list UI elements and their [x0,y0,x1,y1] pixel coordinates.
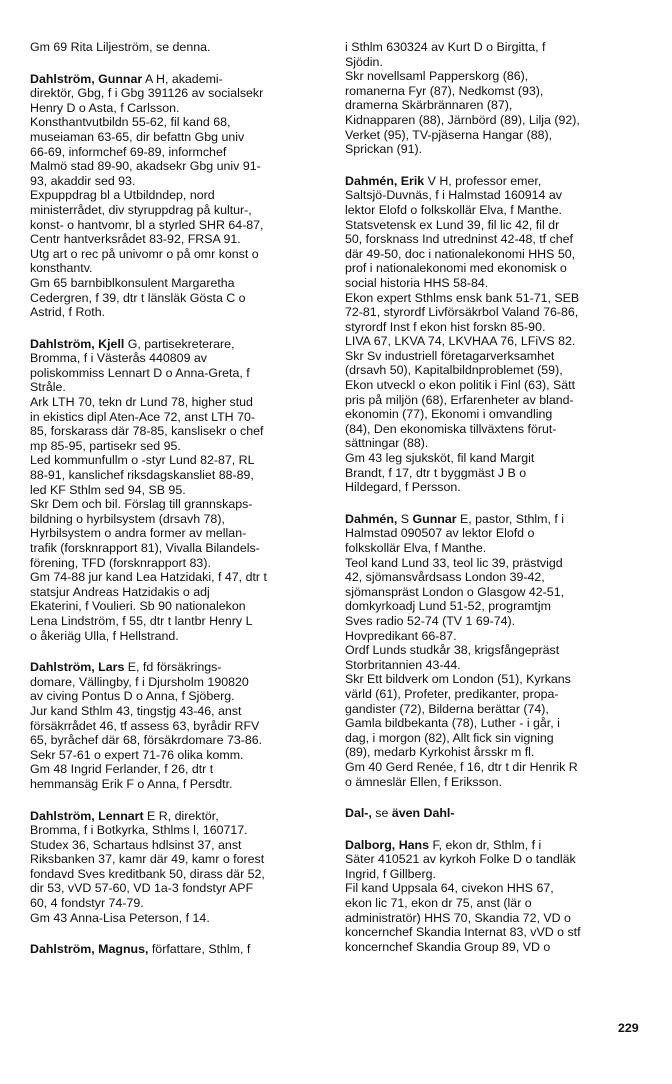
entry-line [345,69,641,84]
entry-line [345,658,641,673]
entry-line [345,731,641,746]
entry-line [345,393,641,408]
entry-headword: Dahlström, Lennart [30,808,144,823]
entry-line [345,334,641,349]
entry-line [30,823,326,838]
entry-line [345,232,641,247]
entry-line [30,570,326,585]
entry-line [30,585,326,600]
entry-text: försäkrrådet 46, tf assess 63, byrådir RFV [30,718,260,733]
entry-line [345,436,641,451]
entry-text: Sjödin. [345,54,383,69]
entry-text: Hildegard, f Persson. [345,480,461,495]
entry-line [345,320,641,335]
entry-text: E, fd försäkrings- [124,660,222,675]
biography-entry [345,512,641,789]
entry-line [30,867,326,882]
entry-text: Konsthantvutbildn 55-62, fil kand 68, [30,115,231,130]
entry-line [345,55,641,70]
entry-text: A H, akademi- [142,71,223,86]
entry-text: gandister (72), Bilderna berättar (74), [345,701,549,716]
entry-line [30,72,326,87]
entry-line [30,556,326,571]
entry-line [345,775,641,790]
entry-headword: Gunnar [412,511,457,526]
entry-line [30,395,326,410]
entry-text: förening, TFD (forsknrapport 83). [30,555,211,570]
entry-line [30,115,326,130]
entry-text: 85, forskarass där 78-85, kanslisekr o chef [30,424,264,439]
biography-entry [30,72,326,320]
entry-line [345,806,641,821]
entry-line [30,762,326,777]
entry-line [30,704,326,719]
entry-text: Saltsjö-Duvnäs, f i Halmstad 160914 av [345,188,562,203]
entry-text: Malmö stad 89-90, akadsekr Gbg univ 91- [30,159,261,174]
entry-text: 72-81, styrordf Livförsäkrbol Valand 76-86, [345,305,579,320]
entry-line [345,925,641,940]
entry-line [345,556,641,571]
entry-line [30,675,326,690]
entry-text: E, pastor, Sthlm, f i [456,511,564,526]
entry-headword: Dahlström, Magnus, [30,942,149,957]
entry-text: Gm 40 Gerd Renée, f 16, dtr t dir Henrik R [345,759,578,774]
entry-text: Brandt, f 17, dtr t byggmäst J B o [345,465,527,480]
entry-text: värld (61), Profeter, predikanter, propa- [345,686,559,701]
entry-line [30,232,326,247]
entry-line [345,541,641,556]
entry-text: Verket (95), TV-pjäserna Hangar (88), [345,127,553,142]
entry-text: författare, Sthlm, f [148,942,251,957]
entry-line [30,86,326,101]
entry-text: 93, akaddir sed 93. [30,173,136,188]
entry-line [345,218,641,233]
entry-line [345,40,641,55]
entry-text: direktör, Gbg, f i Gbg 391126 av socialsekr [30,86,264,101]
entry-line [30,881,326,896]
entry-text: Bromma, f i Västerås 440809 av [30,351,207,366]
entry-text: Skr Ett bildverk om London (51), Kyrkans [345,672,571,687]
entry-line [30,145,326,160]
entry-line [345,852,641,867]
entry-text: poliskommiss Lennart D o Anna-Greta, f [30,365,250,380]
entry-text: Gamla bildbekanta (78), Luther - i går, i [345,716,560,731]
page-number: 229 [618,1021,639,1035]
entry-text: Studex 36, Schartaus hdlsinst 37, anst [30,837,242,852]
entry-line [30,101,326,116]
entry-text: prof i nationalekonomi med ekonomisk o [345,261,567,276]
entry-line [345,276,641,291]
entry-line [30,689,326,704]
entry-text: administratör) HHS 70, Skandia 72, VD o [345,910,571,925]
entry-text: 66-69, informchef 69-89, informchef [30,144,227,159]
entry-text: Cedergren, f 39, dtr t länsläk Gösta C o [30,290,246,305]
entry-text: pris på miljön (68), Erfarenheter av bland- [345,392,574,407]
entry-text: Fil kand Uppsala 64, civekon HHS 67, [345,881,554,896]
entry-line [345,745,641,760]
entry-text: 42, sjömansvårdsass London 39-42, [345,570,545,585]
entry-line [345,911,641,926]
entry-line [345,940,641,955]
entry-text: av civing Pontus D o Anna, f Sjöberg. [30,689,235,704]
entry-line [345,84,641,99]
entry-headword: Dahlström, Lars [30,660,125,675]
entry-line [30,733,326,748]
entry-text: ekon lic 71, ekon dr 75, anst (lär o [345,896,532,911]
entry-line [345,407,641,422]
entry-text: Henry D o Asta, f Carlsson. [30,100,180,115]
entry-line [345,896,641,911]
right-column [345,40,641,971]
entry-text: Halmstad 090507 av lektor Elofd o [345,526,535,541]
entry-line [345,881,641,896]
entry-text: koncernchef Skandia Internat 83, vVD o stf [345,925,581,940]
entry-text: Astrid, f Roth. [30,305,106,320]
entry-text: Ark LTH 70, tekn dr Lund 78, higher stud [30,395,253,410]
entry-line [30,497,326,512]
entry-text: Skr Dem och bil. Förslag till grannskaps- [30,497,253,512]
entry-line [30,911,326,926]
entry-line [345,585,641,600]
entry-line [30,483,326,498]
entry-line [30,526,326,541]
entry-line [345,422,641,437]
entry-text: trafik (forsknrapport 81), Vivalla Bilandels- [30,541,260,555]
entry-line [30,218,326,233]
biography-entry [30,40,326,55]
entry-line [345,760,641,775]
entry-text: Statsvetensk ex Lund 39, fil lic 42, fil dr [345,217,560,232]
entry-line [30,291,326,306]
entry-text: Ekon utveckl o ekon politik i Finl (63), Sätt [345,378,576,393]
entry-line [30,942,326,957]
entry-line [345,672,641,687]
entry-line [345,570,641,585]
entry-text: social historia HHS 58-84. [345,275,489,290]
entry-line [30,439,326,454]
entry-text: styrordf Inst f ekon hist forskn 85-90. [345,319,546,334]
entry-line [345,349,641,364]
entry-line [345,98,641,113]
entry-text: i Sthlm 630324 av Kurt D o Birgitta, f [345,40,546,54]
entry-text: Kidnapparen (88), Järnbörd (89), Lilja (92), [345,112,580,127]
entry-text: lektor Elofd o folkskollär Elva, f Manthe. [345,202,562,217]
entry-text: Sves radio 52-74 (TV 1 69-74). [345,613,516,628]
entry-line [30,261,326,276]
entry-line [345,614,641,629]
entry-line [30,468,326,483]
entry-text: Gm 74-88 jur kand Lea Hatzidaki, f 47, dtr t [30,570,267,585]
entry-text: mp 85-95, partisekr sed 95. [30,438,181,453]
entry-text: Teol kand Lund 33, teol lic 39, prästvigd [345,555,563,570]
entry-text: 65, byråchef där 68, försäkrdomare 73-86. [30,733,263,748]
entry-line [30,719,326,734]
entry-text: Stråle. [30,380,66,395]
entry-line [345,480,641,495]
entry-headword: Dahlström, Kjell [30,336,125,351]
entry-line [30,40,326,55]
entry-headword: Dahmén, [345,511,398,526]
entry-line [30,852,326,867]
entry-text: Utg art o rec på univomr o på omr konst o [30,246,259,261]
entry-text: hemmansäg Erik F o Anna, f Persdtr. [30,776,233,791]
entry-text: Skr novellsaml Papperskorg (86), [345,69,529,84]
entry-text: Jur kand Sthlm 43, tingstjg 43-46, anst [30,703,242,718]
entry-line [345,643,641,658]
entry-text: Centr hantverksrådet 83-92, FRSA 91. [30,232,241,247]
entry-text: Sprickan (91). [345,142,423,157]
entry-line [345,466,641,481]
entry-text: Hovpredikant 66-87. [345,628,457,643]
entry-text: Ekon expert Sthlms ensk bank 51-71, SEB [345,290,580,305]
entry-line [30,614,326,629]
entry-line [345,716,641,731]
entry-line [345,629,641,644]
entry-line [30,541,326,556]
entry-text: koncernchef Skandia Group 89, VD o [345,939,551,954]
biography-entry [30,942,326,957]
entry-headword: Dalborg, Hans [345,837,429,852]
entry-text: Gm 69 Rita Liljeström, se denna. [30,40,211,54]
entry-text: Skr Sv industriell företagarverksamhet [345,348,555,363]
entry-text: in ekistics dipl Aten-Ace 72, anst LTH 70- [30,409,255,424]
entry-text: LIVA 67, LKVA 74, LKVHAA 76, LFiVS 82. [345,334,576,349]
entry-line [30,203,326,218]
entry-text: konsthantv. [30,261,93,276]
entry-headword: Dahmén, Erik [345,173,425,188]
entry-line [345,599,641,614]
entry-text: statsjur Andreas Hatzidakis o adj [30,584,210,599]
entry-line [345,291,641,306]
entry-line [30,453,326,468]
entry-line [345,526,641,541]
entry-text: folkskollär Elva, f Manthe. [345,541,487,555]
entry-text: Ekaterini, f Voulieri. Sb 90 nationalekon [30,599,246,614]
biography-entry [30,660,326,791]
entry-line [30,337,326,352]
biography-entry [30,337,326,643]
entry-text: Led kommunfullm o -styr Lund 82-87, RL [30,453,255,468]
entry-line [345,867,641,882]
entry-line [30,660,326,675]
entry-text: Ordf Lunds studkår 38, krigsfångepräst [345,643,560,658]
entry-line [345,687,641,702]
entry-text: led KF Sthlm sed 94, SB 95. [30,482,186,497]
entry-text: o ämneslär Ellen, f Eriksson. [345,774,503,789]
entry-text: bildning o hyrbilsystem (drsavh 78), [30,511,225,526]
entry-line [345,142,641,157]
entry-line [345,363,641,378]
entry-text: (drsavh 50), Kapitalbildnproblemet (59), [345,363,563,378]
entry-line [30,247,326,262]
entry-text: dir 53, vVD 57-60, VD 1a-3 fondstyr APF [30,881,254,896]
entry-text: F, ekon dr, Sthlm, f i [429,837,542,852]
entry-text: (84), Den ekonomiska tillväxtens förut- [345,421,557,436]
entry-text: domkyrkoadj Lund 51-52, programtjm [345,599,551,614]
entry-line [30,276,326,291]
entry-text: se [371,806,392,821]
entry-text: museiaman 63-65, dir befattn Gbg univ [30,129,245,144]
entry-line [30,809,326,824]
entry-text: Expuppdrag bl a Utbildndep, nord [30,188,215,203]
entry-text: Gm 65 barnbiblkonsulent Margaretha [30,275,235,290]
entry-text: ministerrådet, div styruppdrag på kultur-, [30,202,252,217]
entry-line [345,838,641,853]
entry-line [30,629,326,644]
entry-text: Riksbanken 37, kamr där 49, kamr o forest [30,852,265,867]
biography-entry [30,809,326,926]
entry-headword: Dal-, [345,806,372,821]
entry-text: Gm 43 Anna-Lisa Peterson, f 14. [30,910,210,925]
entry-line [345,261,641,276]
entry-text: G, partisekreterare, [124,336,235,351]
entry-text: 50, forsknass Ind utredninst 42-48, tf chef [345,232,573,247]
biography-entry [345,174,641,495]
entry-line [345,247,641,262]
entry-text: E R, direktör, [143,808,219,823]
entry-line [345,512,641,527]
entry-text: där 49-50, doc i nationalekonomi HHS 50, [345,246,576,261]
entry-text: dramerna Skärbrännaren (87), [345,98,513,113]
entry-line [345,702,641,717]
entry-text: sjömanspräst London o Glasgow 42-51, [345,584,565,599]
entry-line [345,378,641,393]
entry-line [345,203,641,218]
entry-line [30,174,326,189]
entry-text: o åkeriäg Ulla, f Hellstrand. [30,628,179,643]
entry-line [345,128,641,143]
entry-line [30,838,326,853]
biography-entry [345,40,641,157]
entry-text: domare, Vällingby, f i Djursholm 190820 [30,674,249,689]
entry-text: Lena Lindström, f 55, dtr t lantbr Henry L [30,613,253,628]
entry-line [30,424,326,439]
entry-line [345,305,641,320]
entry-text: dag, i morgon (82), Allt fick sin vigning [345,730,554,745]
entry-text: romanerna Fyr (87), Nedkomst (93), [345,83,544,98]
biography-entry [345,838,641,955]
entry-headword: även Dahl- [391,806,455,821]
entry-text: Hyrbilsystem o andra former av mellan- [30,526,247,541]
entry-text: fondavd Sves kreditbank 50, dirass där 52, [30,866,265,881]
entry-text: Gm 48 Ingrid Ferlander, f 26, dtr t [30,762,214,777]
entry-text: Ingrid, f Gillberg. [345,866,436,881]
entry-line [30,512,326,527]
entry-text: 88-91, kanslichef riksdagskansliet 88-89, [30,468,254,483]
entry-text: ekonomin (77), Ekonomi i omvandling [345,407,553,422]
entry-text: V H, professor emer, [424,173,542,188]
entry-text: 60, 4 fondstyr 74-79. [30,896,144,911]
entry-line [345,188,641,203]
entry-line [30,777,326,792]
biography-entry [345,806,641,821]
entry-line [30,159,326,174]
entry-line [30,599,326,614]
left-column [30,40,326,974]
entry-line [30,748,326,763]
entry-headword: Dahlström, Gunnar [30,71,143,86]
entry-text: Säter 410521 av kyrkoh Folke D o tandläk [345,852,576,867]
entry-line [30,366,326,381]
entry-line [345,174,641,189]
entry-line [30,410,326,425]
entry-line [30,380,326,395]
entry-line [345,451,641,466]
entry-line [30,130,326,145]
entry-text: konst- o hantvomr, bl a styrled SHR 64-87, [30,217,264,232]
entry-text: Sekr 57-61 o expert 71-76 olika komm. [30,747,244,762]
entry-line [30,188,326,203]
entry-line [30,896,326,911]
entry-line [345,113,641,128]
entry-text: sättningar (88). [345,436,429,451]
entry-text: Storbritannien 43-44. [345,657,461,672]
entry-text: S [397,511,413,526]
entry-line [30,351,326,366]
entry-line [30,305,326,320]
entry-text: (89), medarb Kyrkohist årsskr m fl. [345,745,535,760]
entry-text: Gm 43 leg sjuksköt, fil kand Margit [345,451,535,466]
entry-text: Bromma, f i Botkyrka, Sthlms l, 160717. [30,823,248,838]
